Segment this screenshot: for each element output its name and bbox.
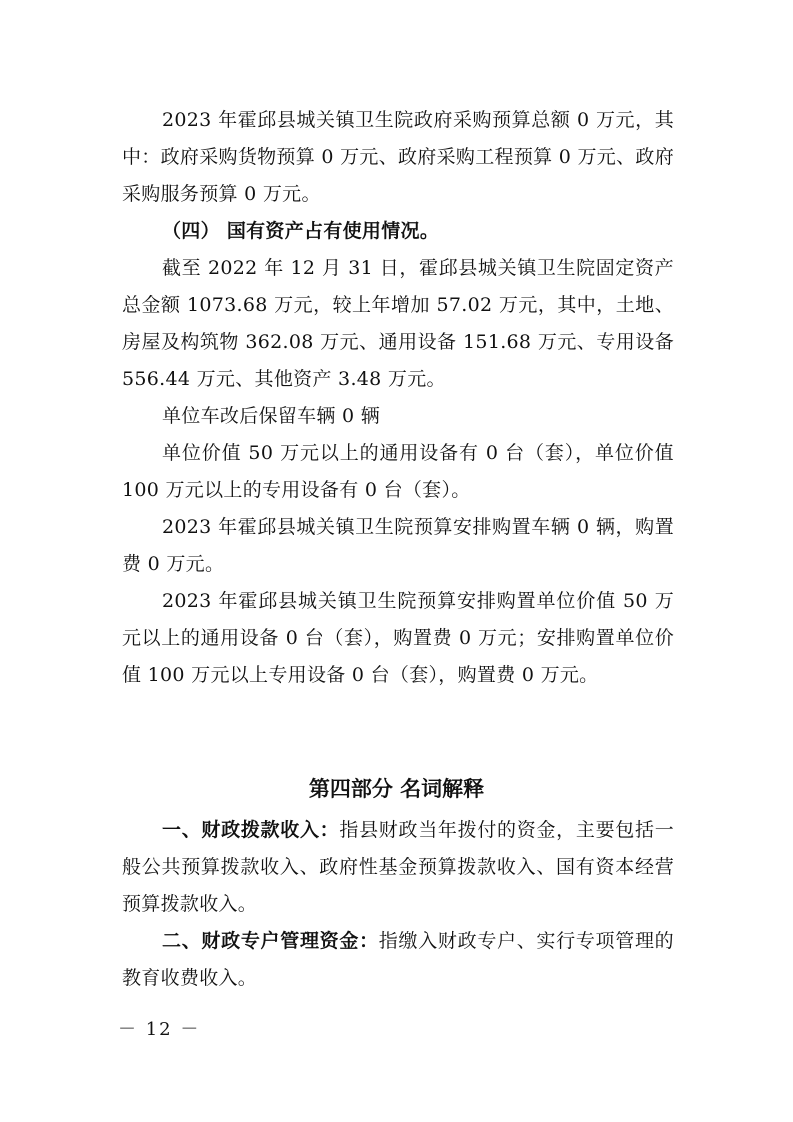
definition-text-fiscal-appropriation: 指县财政当年拨付的资金，主要包括一般公共预算拨款收入、政府性基金预算拨款收入、国有资本经营预算拨款收入。 (122, 819, 674, 915)
vehicles-retained-paragraph: 单位车改后保留车辆 0 辆 (162, 405, 381, 427)
equipment-budget-paragraph: 2023 年霍邱县城关镇卫生院预算安排购置单位价值 50 万元以上的通用设备 0 台（套），购置费 0 万元；安排购置单位价值 100 万元以上专用设备 0 台（套），购置费 0 万元。 (122, 590, 674, 686)
definition-fiscal-appropriation (122, 812, 674, 923)
term-special-account: 二、财政专户管理资金： (162, 930, 379, 952)
assets-paragraph: 截至 2022 年 12 月 31 日，霍邱县城关镇卫生院固定资产总金额 1073.68 万元，较上年增加 57.02 万元，其中，土地、房屋及构筑物 362.08 万元、通用设备 151.68 万元、专用设备 556.44 万元、其他资产 3.48 万元。 (122, 257, 674, 390)
vehicle-budget-paragraph: 2023 年霍邱县城关镇卫生院预算安排购置车辆 0 辆，购置费 0 万元。 (122, 516, 674, 575)
term-fiscal-appropriation: 一、财政拨款收入： (162, 819, 340, 841)
equipment-over-paragraph: 单位价值 50 万元以上的通用设备有 0 台（套），单位价值 100 万元以上的专用设备有 0 台（套）。 (122, 442, 674, 501)
definition-special-account (122, 923, 674, 997)
section-heading-state-assets: （四） 国有资产占有使用情况。 (162, 220, 440, 242)
definition-text-special-account: 指缴入财政专户、实行专项管理的教育收费收入。 (122, 930, 674, 989)
procurement-paragraph: 2023 年霍邱县城关镇卫生院政府采购预算总额 0 万元，其中：政府采购货物预算 0 万元、政府采购工程预算 0 万元、政府采购服务预算 0 万元。 (122, 109, 674, 205)
part4-title: 第四部分 名词解释 (308, 777, 485, 801)
page-number: － 12 － (118, 1019, 201, 1040)
